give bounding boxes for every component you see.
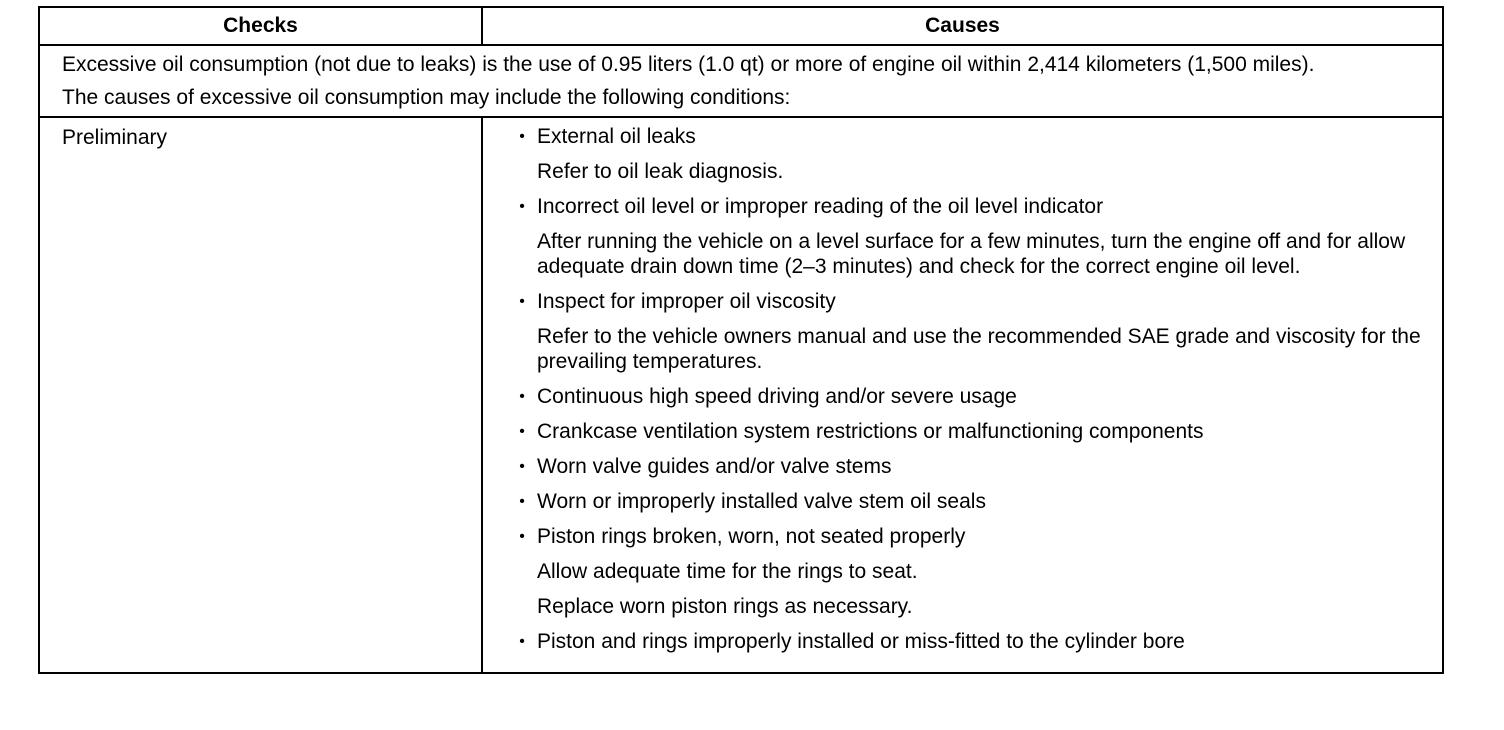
- diagnosis-table: [38, 6, 1444, 674]
- bullet-icon: •: [519, 528, 525, 545]
- cause-line: [507, 524, 1432, 549]
- cause-note: Refer to the vehicle owners manual and use the recommended SAE grade and viscosity for the prevailing temperatures.: [537, 325, 1421, 373]
- bullet-icon: •: [519, 388, 525, 405]
- bullet-icon: •: [519, 493, 525, 510]
- checks-header: Checks: [39, 7, 482, 45]
- cause-item: [507, 629, 1432, 654]
- bullet-icon: •: [519, 423, 525, 440]
- cause-line: [507, 384, 1432, 409]
- intro-definition: Excessive oil consumption (not due to leaks) is the use of 0.95 liters (1.0 qt) or more of engine oil within 2,414 kilometers (1,500 miles).: [62, 53, 1315, 76]
- check-cell: [39, 117, 482, 673]
- causes-cell: [482, 117, 1443, 673]
- check-label: Preliminary: [62, 126, 168, 149]
- cause-item: [507, 524, 1432, 619]
- cause-item: [507, 419, 1432, 444]
- header-row: [39, 7, 1443, 45]
- cause-line: [507, 289, 1432, 314]
- bullet-icon: •: [519, 458, 525, 475]
- cause-note: Allow adequate time for the rings to seat.: [537, 560, 918, 583]
- cause-line: [507, 419, 1432, 444]
- cause-title: Continuous high speed driving and/or severe usage: [537, 385, 1017, 408]
- intro-conditions: The causes of excessive oil consumption may include the following conditions:: [62, 86, 791, 109]
- bullet-icon: •: [519, 128, 525, 145]
- preliminary-row: [39, 117, 1443, 673]
- cause-title: External oil leaks: [537, 125, 696, 148]
- cause-line: [507, 454, 1432, 479]
- cause-item: [507, 384, 1432, 409]
- cause-note: After running the vehicle on a level surface for a few minutes, turn the engine off and for allow adequate drain down time (2–3 minutes) and check for the correct engine oil level.: [537, 230, 1406, 278]
- bullet-icon: •: [519, 293, 525, 310]
- cause-title: Worn valve guides and/or valve stems: [537, 455, 892, 478]
- bullet-icon: •: [519, 198, 525, 215]
- cause-line: [507, 489, 1432, 514]
- cause-title: Piston and rings improperly installed or miss-fitted to the cylinder bore: [537, 630, 1185, 653]
- cause-item: [507, 124, 1432, 184]
- cause-title: Worn or improperly installed valve stem oil seals: [537, 490, 986, 513]
- intro-cell: [39, 45, 1443, 117]
- cause-item: [507, 489, 1432, 514]
- cause-title: Piston rings broken, worn, not seated properly: [537, 525, 966, 548]
- cause-list: [507, 124, 1432, 654]
- cause-title: Inspect for improper oil viscosity: [537, 290, 836, 313]
- cause-item: [507, 454, 1432, 479]
- cause-line: [507, 194, 1432, 219]
- cause-line: [507, 629, 1432, 654]
- cause-item: [507, 289, 1432, 374]
- cause-line: [507, 124, 1432, 149]
- bullet-icon: •: [519, 633, 525, 650]
- cause-item: [507, 194, 1432, 279]
- causes-header: Causes: [482, 7, 1443, 45]
- cause-title: Crankcase ventilation system restrictions or malfunctioning components: [537, 420, 1204, 443]
- cause-note: Refer to oil leak diagnosis.: [537, 160, 784, 183]
- intro-row: [39, 45, 1443, 117]
- cause-title: Incorrect oil level or improper reading of the oil level indicator: [537, 195, 1104, 218]
- cause-note: Replace worn piston rings as necessary.: [537, 595, 913, 618]
